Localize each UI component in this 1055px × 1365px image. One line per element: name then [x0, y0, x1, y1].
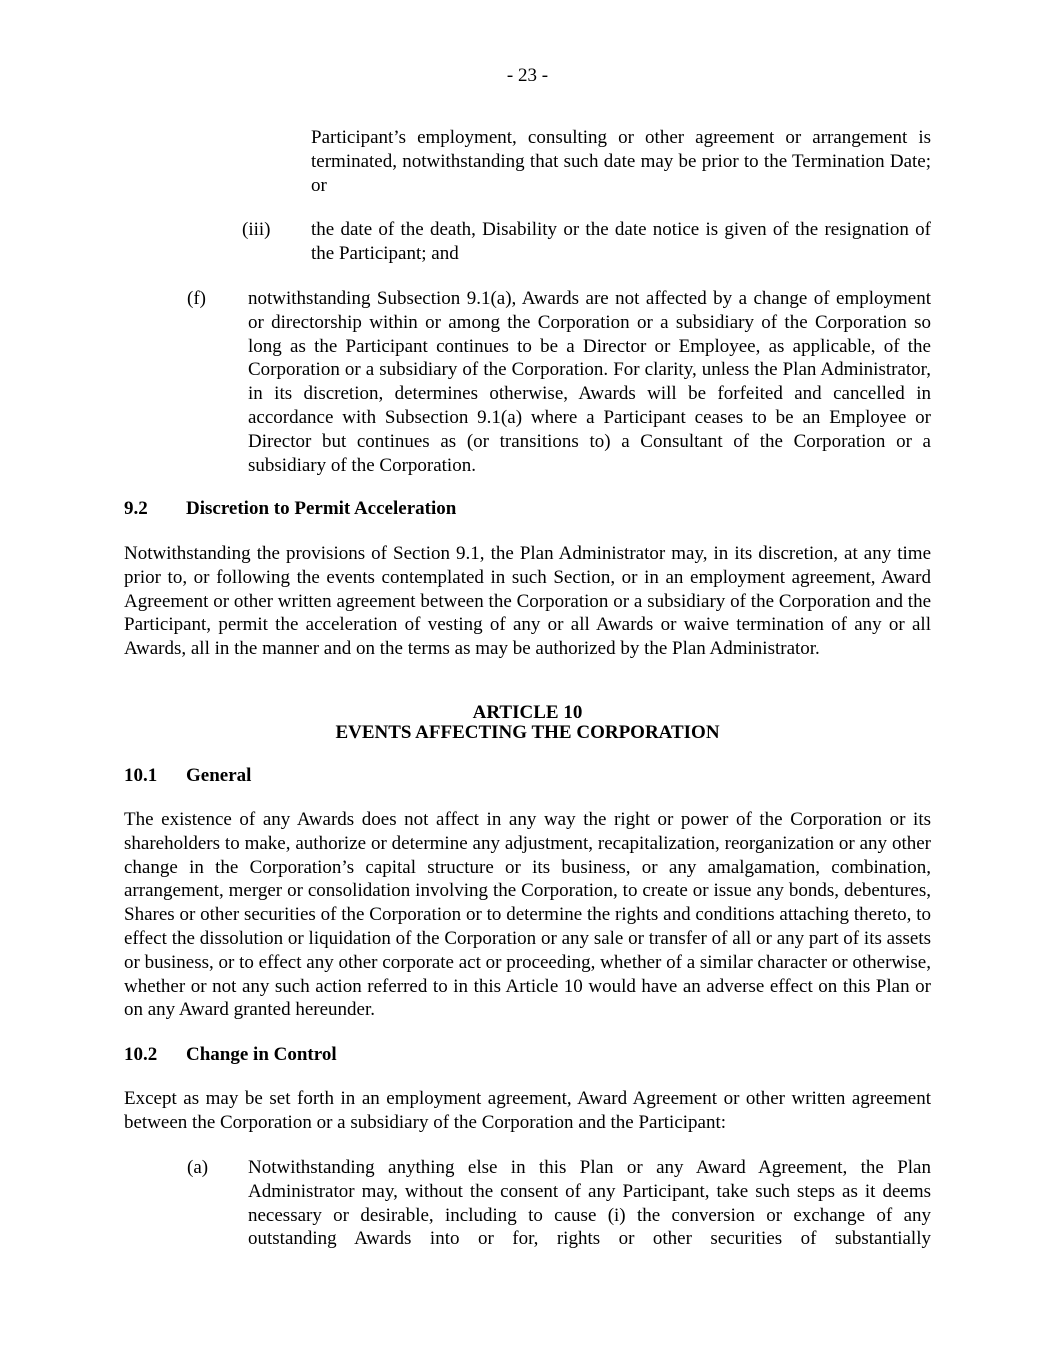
- section-number: 9.2: [124, 498, 148, 519]
- section-number: 10.2: [124, 1044, 158, 1065]
- item-f-label: (f): [187, 288, 206, 309]
- section-title: General: [186, 765, 252, 786]
- section-10-2-heading: [124, 1043, 337, 1067]
- article-title: EVENTS AFFECTING THE CORPORATION: [335, 721, 720, 743]
- section-number: 10.1: [124, 765, 158, 786]
- section-9-2-paragraph: Notwithstanding the provisions of Section 9.1, the Plan Administrator may, in its discretion, at any time prior to, or following the events contemplated in such Section, or in an employment agreement, Award Agreement or other written agreement between the Corporation or a subsidiary of the Corporation and the Participant, permit the acceleration of vesting of any or all Awards or waive termination of any or all Awards, all in the manner and on the terms as may be authorized by the Plan Administrator.: [124, 543, 931, 660]
- item-f-text: notwithstanding Subsection 9.1(a), Awards are not affected by a change of employment or directorship within or among the Corporation or a subsidiary of the Corporation so long as the Participant continues to be a Director or Employee, as applicable, of the Corporation or a subsidiary of the Corporation. For clarity, unless the Plan Administrator, in its discretion, determines otherwise, Awards will be forfeited and cancelled in accordance with Subsection 9.1(a) where a Participant ceases to be an Employee or Director but continues as (or transitions to) a Consultant of the Corporation or a subsidiary of the Corporation.: [248, 288, 931, 476]
- item-iii-text: the date of the death, Disability or the date notice is given of the resignation of the Participant; and: [311, 219, 931, 264]
- article-heading: [0, 703, 1055, 742]
- section-9-2-heading: [124, 497, 456, 521]
- section-10-1-heading: [124, 764, 251, 788]
- section-10-1-paragraph: The existence of any Awards does not affect in any way the right or power of the Corporation or its shareholders to make, authorize or determine any adjustment, recapitalization, reorganization or any other change in the Corporation’s capital structure or its business, or any amalgamation, combination, arrangement, merger or consolidation involving the Corporation, to create or issue any bonds, debentures, Shares or other securities of the Corporation or to determine the rights and conditions attaching thereto, to effect the dissolution or liquidation of the Corporation or any sale or transfer of all or any part of its assets or business, or to effect any other corporate act or proceeding, whether of a similar character or otherwise, whether or not any such action referred to in this Article 10 would have an adverse effect on this Plan or on any Award granted hereunder.: [124, 809, 931, 1021]
- item-iii-label: (iii): [242, 219, 271, 240]
- continued-paragraph: Participant’s employment, consulting or other agreement or arrangement is terminated, notwithstanding that such date may be prior to the Termination Date; or: [311, 127, 931, 196]
- section-title: Change in Control: [186, 1044, 337, 1065]
- item-a-label: (a): [187, 1157, 209, 1178]
- section-title: Discretion to Permit Acceleration: [186, 498, 457, 519]
- item-a-text: Notwithstanding anything else in this Plan or any Award Agreement, the Plan Administrator may, without the consent of any Participant, take such steps as it deems necessary or desirable, including to cause (i) the conversion or exchange of any outstanding Awards into or for, rights or other securities of substantially: [248, 1157, 931, 1250]
- article-number: ARTICLE 10: [472, 702, 583, 723]
- page-number: - 23 -: [506, 65, 549, 86]
- section-10-2-paragraph: Except as may be set forth in an employment agreement, Award Agreement or other written agreement between the Corporation or a subsidiary of the Corporation and the Participant:: [124, 1088, 931, 1133]
